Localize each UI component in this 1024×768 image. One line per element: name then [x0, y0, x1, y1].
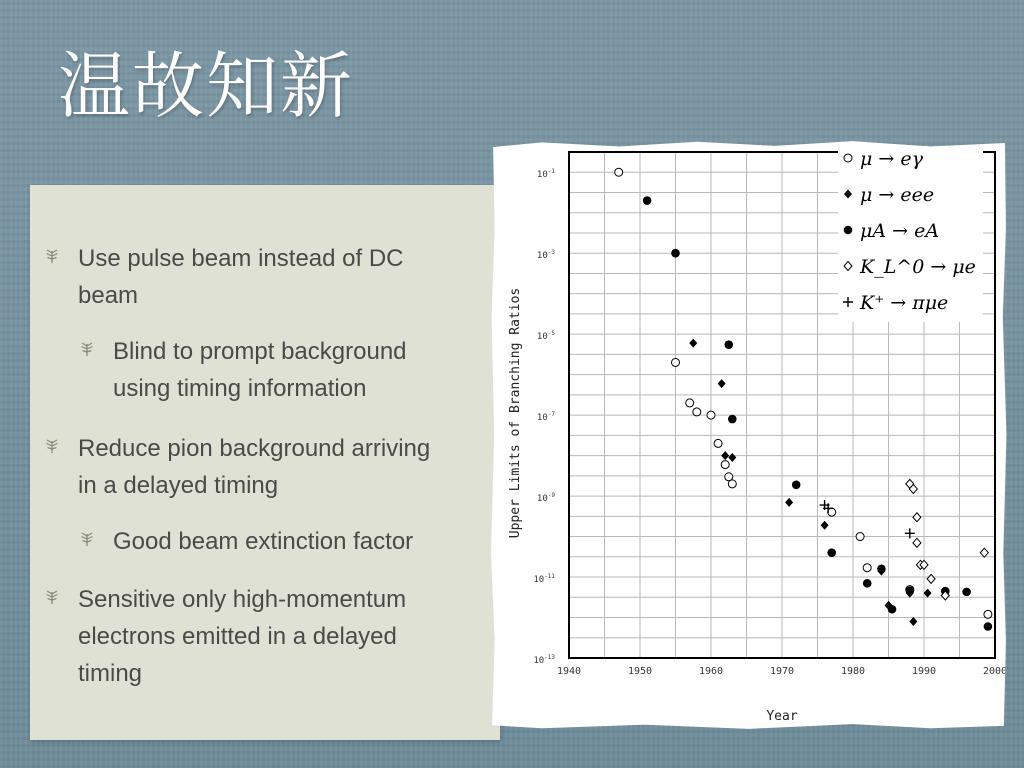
- y-tick-base: 10: [533, 575, 545, 586]
- data-point: [714, 439, 722, 447]
- bullet-line: Sensitive only high-momentum: [78, 586, 407, 613]
- x-tick-label: 1980: [840, 666, 866, 677]
- content-panel: [30, 185, 500, 740]
- data-point: [615, 168, 623, 176]
- branching-ratio-chart: [490, 140, 1008, 730]
- chart-card: [490, 140, 1008, 730]
- data-point: [924, 589, 932, 598]
- y-tick-label: [537, 411, 555, 423]
- y-tick-exponent: -1: [547, 168, 555, 176]
- legend-marker: [844, 226, 853, 235]
- y-tick-exponent: -13: [544, 654, 555, 661]
- data-point: [671, 249, 680, 258]
- data-point: [728, 480, 736, 488]
- y-tick-base: 10: [536, 170, 548, 181]
- data-point: [984, 610, 992, 618]
- bullet-line: timing: [78, 660, 143, 687]
- y-tick-label: [537, 330, 555, 342]
- data-point: [792, 480, 801, 489]
- data-point: [863, 564, 871, 572]
- slide-title: 温故知新: [58, 44, 355, 128]
- data-point: [827, 548, 836, 557]
- data-point: [828, 508, 836, 516]
- data-point: [721, 451, 729, 460]
- legend-marker: [844, 154, 852, 162]
- data-point: [906, 586, 915, 595]
- legend-label: K_L^0 → μe: [860, 256, 976, 278]
- data-point: [863, 579, 872, 588]
- sprig-bullet-icon: [79, 531, 95, 547]
- sprig-bullet-icon: [44, 248, 60, 264]
- y-tick-label: [537, 168, 555, 180]
- data-point: [980, 548, 988, 557]
- y-tick-label: [533, 654, 555, 666]
- y-tick-exponent: -7: [547, 411, 555, 419]
- data-point: [689, 339, 697, 348]
- x-tick-label: 1970: [769, 666, 795, 677]
- y-tick-exponent: -9: [547, 492, 555, 500]
- legend-label: μ → eee: [860, 184, 935, 206]
- sub-bullet-item: [113, 523, 413, 560]
- data-point: [821, 521, 829, 530]
- bullet-item: [78, 240, 404, 314]
- y-tick-label: [537, 249, 555, 261]
- data-point: [721, 461, 729, 469]
- x-tick-label: 1940: [556, 666, 582, 677]
- y-tick-exponent: -11: [544, 573, 555, 581]
- x-axis-label: Year: [766, 709, 798, 724]
- x-tick-label: 1990: [911, 666, 937, 677]
- data-point: [856, 533, 864, 541]
- x-tick-label: 2000: [982, 666, 1008, 677]
- data-point: [927, 574, 935, 583]
- bullet-item: [78, 581, 406, 692]
- data-point: [724, 340, 733, 349]
- x-tick-label: 1960: [698, 666, 724, 677]
- data-point: [913, 513, 921, 522]
- sprig-bullet-icon: [79, 341, 95, 357]
- legend-label: μ → eγ: [860, 148, 923, 170]
- data-point: [728, 415, 737, 424]
- data-point: [643, 196, 652, 205]
- sprig-bullet-icon: [44, 589, 60, 605]
- y-tick-exponent: -5: [547, 330, 555, 338]
- y-tick-base: 10: [536, 413, 548, 424]
- data-point: [707, 411, 715, 419]
- bullet-line: in a delayed timing: [78, 472, 279, 499]
- y-axis-label: Upper Limits of Branching Ratios: [508, 287, 523, 539]
- bullet-line: electrons emitted in a delayed: [78, 623, 397, 650]
- bullet-line: Reduce pion background arriving: [78, 435, 431, 462]
- bullet-line: Blind to prompt background: [113, 338, 407, 365]
- bullet-line: using timing information: [113, 375, 367, 402]
- data-point: [962, 588, 971, 597]
- data-point: [672, 358, 680, 366]
- data-point: [877, 564, 886, 573]
- data-point: [888, 605, 897, 614]
- bullet-line: Use pulse beam instead of DC: [78, 245, 404, 272]
- data-point: [785, 498, 793, 507]
- data-point: [686, 399, 694, 407]
- legend-label: μA → eA: [860, 220, 940, 242]
- data-point: [984, 622, 993, 631]
- bullet-item: [78, 430, 430, 504]
- legend-label: K⁺ → πμe: [860, 292, 949, 314]
- y-tick-base: 10: [536, 332, 548, 343]
- sub-bullet-item: [113, 333, 407, 407]
- bullet-line: Good beam extinction factor: [113, 528, 414, 555]
- x-tick-label: 1950: [627, 666, 653, 677]
- y-tick-exponent: -3: [547, 249, 555, 257]
- y-tick-base: 10: [536, 251, 548, 262]
- data-point: [728, 453, 736, 462]
- y-tick-base: 10: [536, 494, 548, 505]
- data-point: [913, 538, 921, 547]
- sprig-bullet-icon: [44, 438, 60, 454]
- y-tick-label: [537, 492, 555, 504]
- data-point: [693, 408, 701, 416]
- bullet-line: beam: [78, 282, 139, 309]
- data-point: [718, 379, 726, 388]
- y-tick-base: 10: [533, 656, 545, 666]
- y-tick-label: [533, 573, 555, 585]
- data-point: [909, 617, 917, 626]
